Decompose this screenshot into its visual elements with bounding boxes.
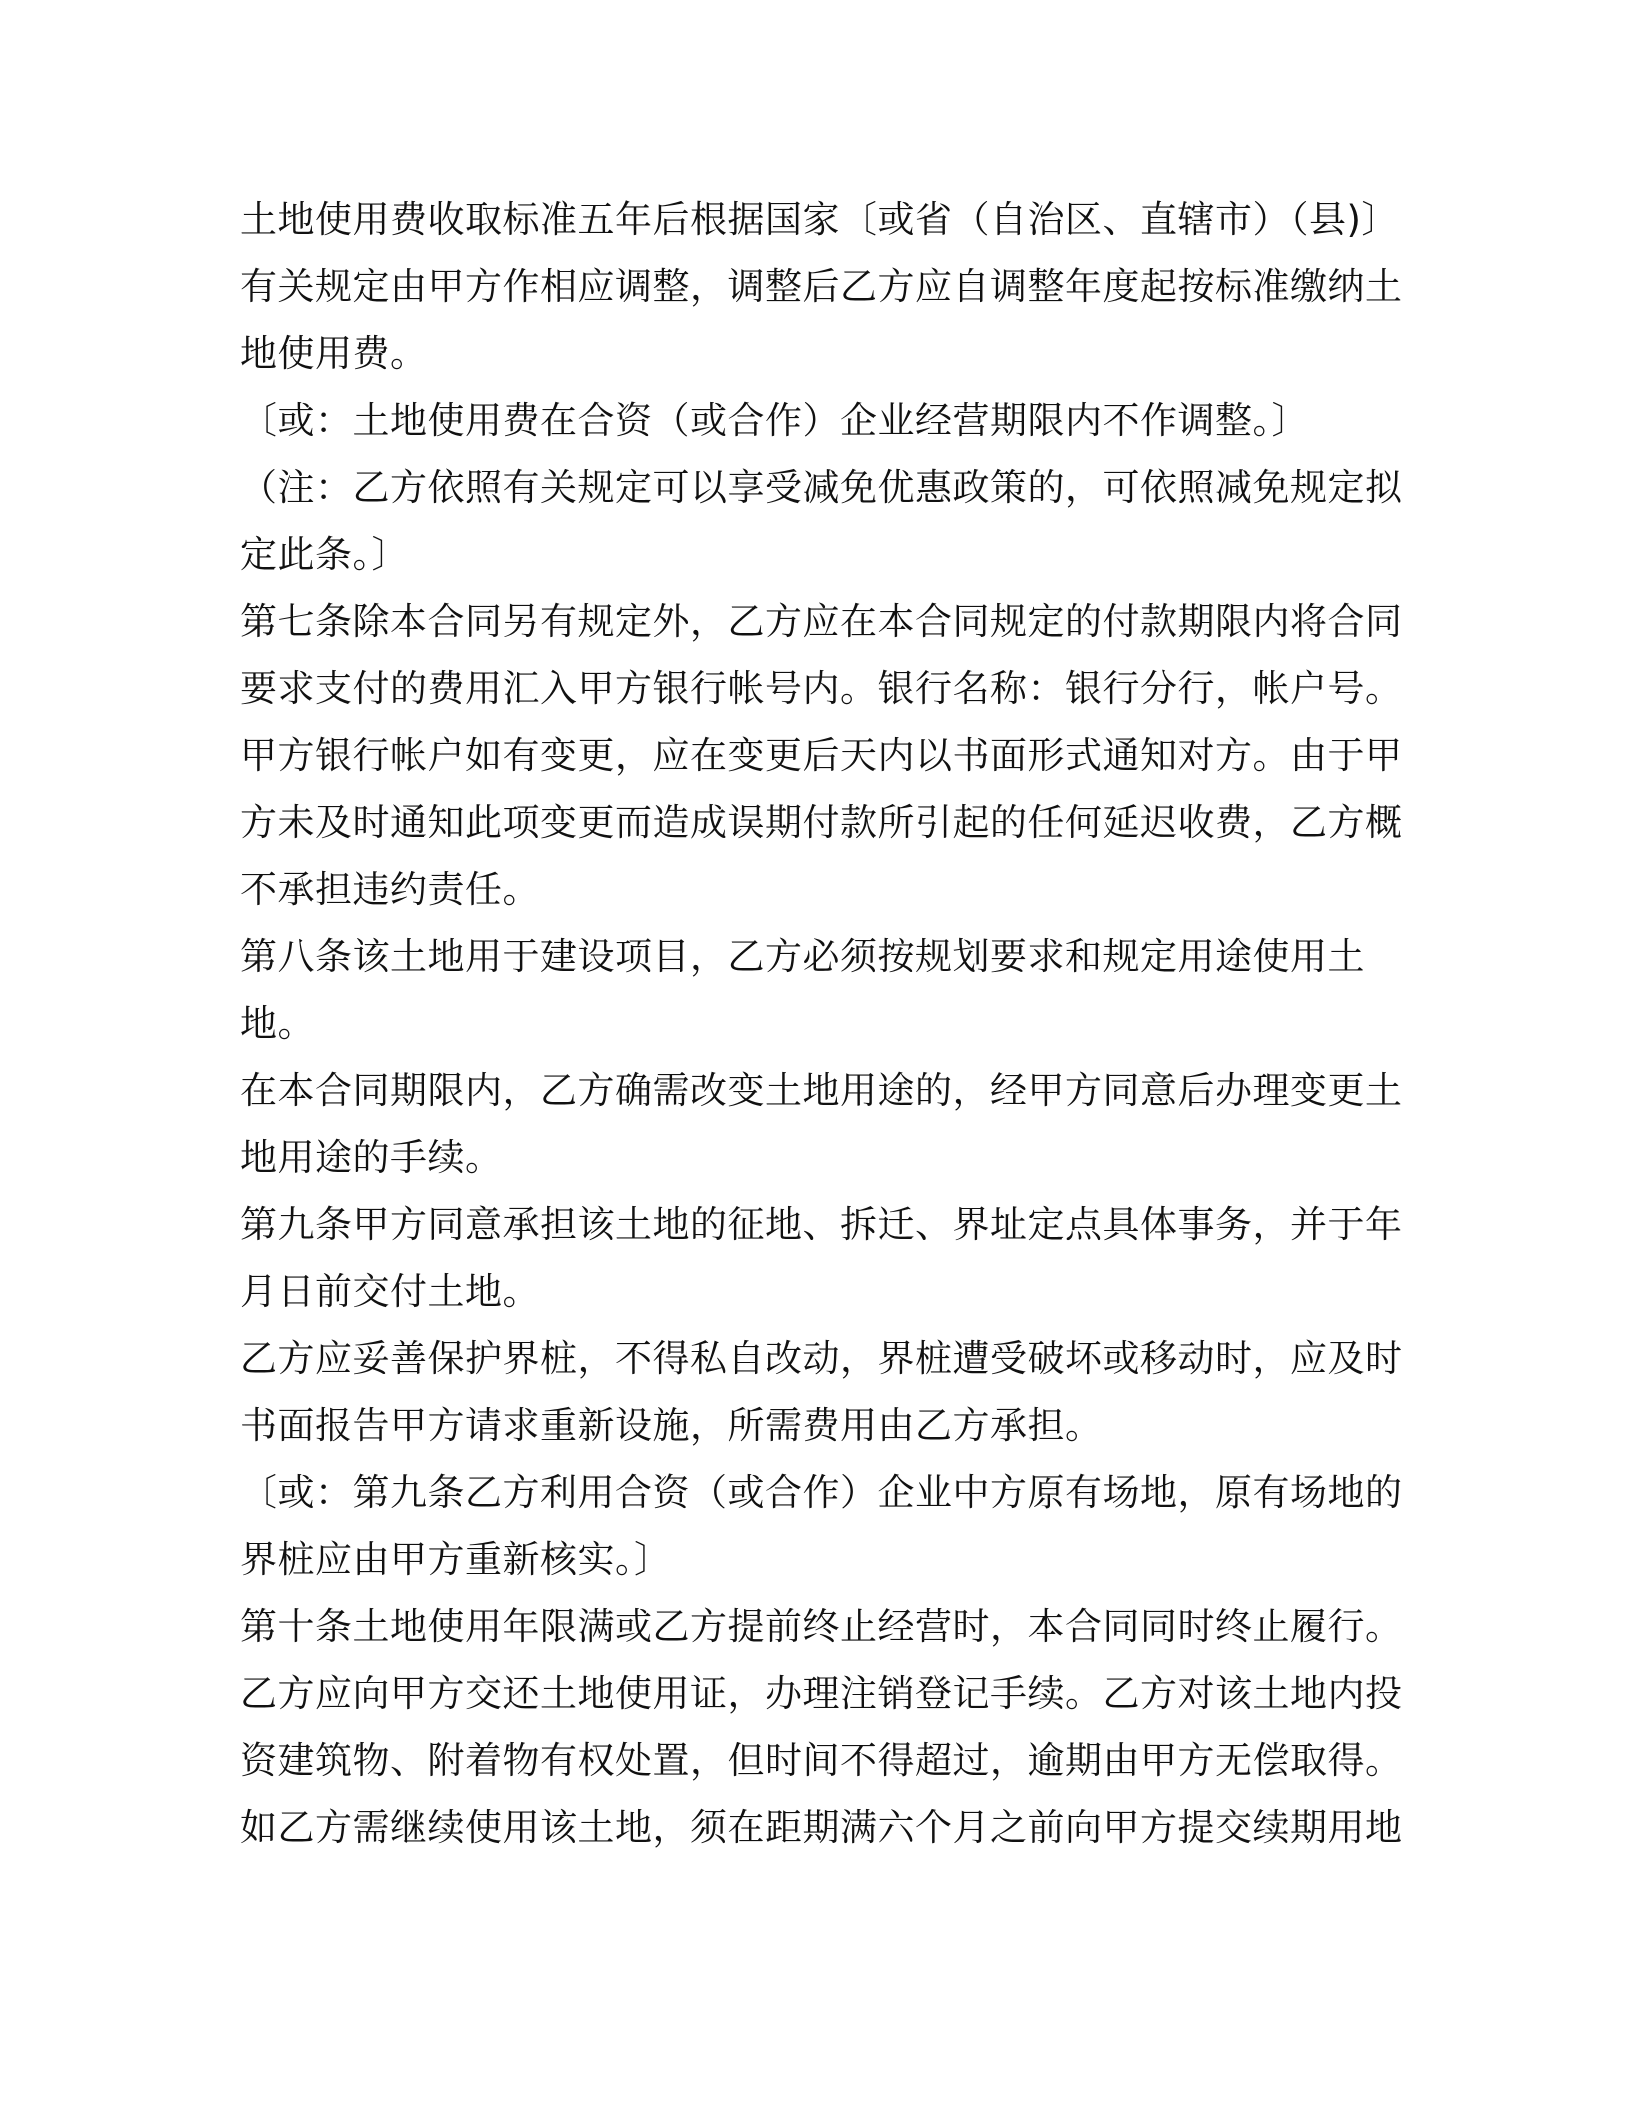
text-line: 在本合同期限内，乙方确需改变土地用途的，经甲方同意后办理变更土 [240, 1069, 1403, 1112]
text-line: 有关规定由甲方作相应调整，调整后乙方应自调整年度起按标准缴纳土 [240, 265, 1403, 308]
text-line: 书面报告甲方请求重新设施，所需费用由乙方承担。 [240, 1404, 1103, 1447]
text-line: 第七条除本合同另有规定外，乙方应在本合同规定的付款期限内将合同 [240, 600, 1403, 643]
text-line: 第十条土地使用年限满或乙方提前终止经营时，本合同同时终止履行。 [240, 1605, 1403, 1648]
text-line: 地。 [240, 1002, 315, 1045]
text-line: 地用途的手续。 [240, 1136, 503, 1179]
document-body [240, 186, 1403, 1861]
text-line: 第九条甲方同意承担该土地的征地、拆迁、界址定点具体事务，并于年 [240, 1203, 1403, 1246]
text-line: 〔或：第九条乙方利用合资（或合作）企业中方原有场地，原有场地的 [240, 1471, 1403, 1514]
text-line: 定此条。〕 [240, 533, 409, 576]
text-line: 乙方应妥善保护界桩，不得私自改动，界桩遭受破坏或移动时，应及时 [240, 1337, 1403, 1380]
text-line: （注：乙方依照有关规定可以享受减免优惠政策的，可依照减免规定拟 [240, 466, 1403, 509]
text-line: 界桩应由甲方重新核实。〕 [240, 1538, 672, 1581]
text-line: 不承担违约责任。 [240, 868, 540, 911]
text-line: 资建筑物、附着物有权处置，但时间不得超过，逾期由甲方无偿取得。 [240, 1739, 1403, 1782]
text-line: 方未及时通知此项变更而造成误期付款所引起的任何延迟收费，乙方概 [240, 801, 1403, 844]
text-line: 土地使用费收取标准五年后根据国家〔或省（自治区、直辖市）（县)〕 [240, 198, 1399, 241]
text-line: 地使用费。 [240, 332, 428, 375]
text-line: 要求支付的费用汇入甲方银行帐号内。银行名称：银行分行，帐户号。 [240, 667, 1403, 710]
text-line: 如乙方需继续使用该土地，须在距期满六个月之前向甲方提交续期用地 [240, 1806, 1403, 1849]
text-line: 〔或：土地使用费在合资（或合作）企业经营期限内不作调整。〕 [240, 399, 1309, 442]
text-line: 甲方银行帐户如有变更，应在变更后天内以书面形式通知对方。由于甲 [240, 734, 1403, 777]
text-line: 月日前交付土地。 [240, 1270, 540, 1313]
text-line: 第八条该土地用于建设项目，乙方必须按规划要求和规定用途使用土 [240, 935, 1365, 978]
text-line: 乙方应向甲方交还土地使用证，办理注销登记手续。乙方对该土地内投 [240, 1672, 1403, 1715]
